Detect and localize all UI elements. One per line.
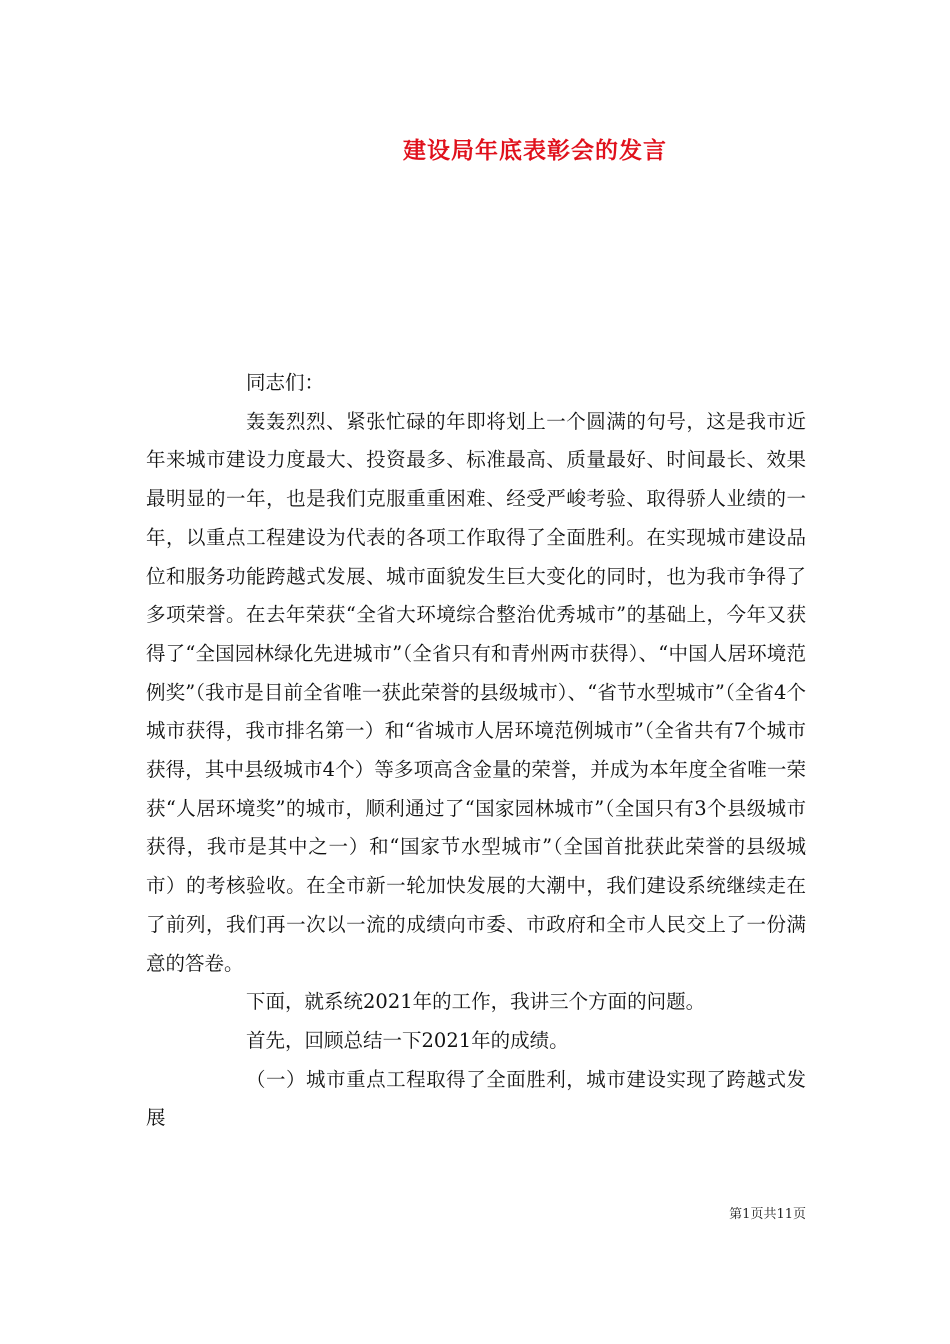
paragraph: 首先，回顾总结一下2021年的成绩。 bbox=[246, 1028, 569, 1052]
paragraph: （一）城市重点工程取得了全面胜利，城市建设实现了跨越式发展 bbox=[146, 1067, 806, 1130]
paragraph: 下面，就系统2021年的工作，我讲三个方面的问题。 bbox=[246, 990, 706, 1014]
paragraph: 轰轰烈烈、紧张忙碌的年即将划上一个圆满的句号，这是我市近年来城市建设力度最大、投资最多、标准最高、质量最好、时间最长、效果最明显的一年，也是我们克服重重困难、经受严峻考验、取得骄人业绩的一年，以重点工程建设为代表的各项工作取得了全面胜利。在实现城市建设品位和服务功能跨越式发展、城市面貌发生巨大变化的同时，也为我市争得了多项荣誉。在去年荣获“全省大环境综合整治优秀城市”的基础上，今年又获得了“全国园林绿化先进城市”（全省只有和青州两市获得）、“中国人居环境范例奖”（我市是目前全省唯一获此荣誉的县级城市）、“省节水型城市”（全省4个城市获得，我市排名第一）和“省城市人居环境范例城市”（全省共有7个城市获得，其中县级城市4个）等多项高含金量的荣誉，并成为本年度全省唯一荣获“人居环境奖”的城市，顺利通过了“国家园林城市”（全国只有3个县级城市获得，我市是其中之一）和“国家节水型城市”（全国首批获此荣誉的县级城市）的考核验收。在全市新一轮加快发展的大潮中，我们建设系统继续走在了前列，我们再一次以一流的成绩向市委、市政府和全市人民交上了一份满意的答卷。 bbox=[146, 409, 806, 975]
document-title: 建设局年底表彰会的发言 bbox=[403, 137, 667, 164]
salutation: 同志们： bbox=[246, 371, 325, 394]
document-body bbox=[146, 364, 806, 1138]
page-number: 第1页共11页 bbox=[729, 1207, 806, 1222]
